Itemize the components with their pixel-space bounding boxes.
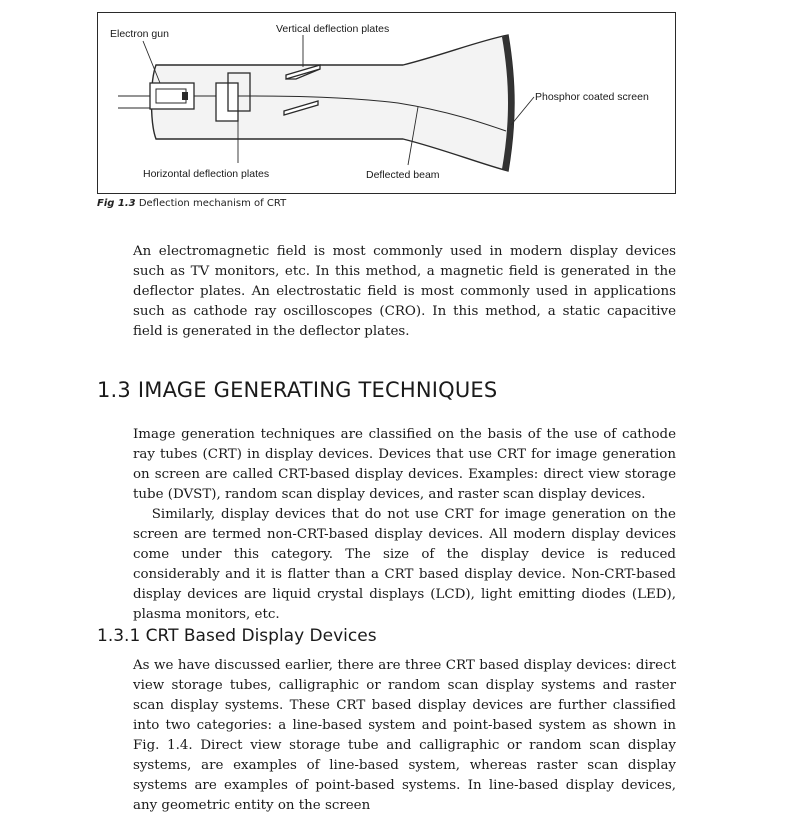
paragraph-non-crt: Similarly, display devices that do not use CRT for image generation on the screen are termed non-CRT-based display devices. All modern display devices come under this category. The size of the display device is reduced considerably and it is flatter than a CRT based display device. Non-CRT-based display devices are liquid crystal displays (LCD), light emitting diodes (LED), plasma monitors, etc. [133,507,676,622]
subsection-heading: 1.3.1 CRT Based Display Devices [97,626,377,646]
caption-number: Fig 1.3 [97,198,136,209]
caption-text: Deflection mechanism of CRT [138,198,287,209]
label-deflected-beam: Deflected beam [366,169,440,181]
label-vertical-plates: Vertical deflection plates [276,23,390,35]
paragraph-deflection-fields: An electromagnetic field is most commonly used in modern display devices such as TV monitors, etc. In this method, a magnetic field is generated in the deflector plates. An electrostatic field is most commonly used in applications such as cathode ray oscilloscopes (CRO). In this method, a static capacitive field is generated in the deflector plates. [133,244,676,339]
figure-caption [97,198,286,209]
label-electron-gun: Electron gun [110,28,169,40]
label-horizontal-plates: Horizontal deflection plates [143,168,270,180]
label-phosphor-screen: Phosphor coated screen [535,91,649,103]
paragraph-image-generation: Image generation techniques are classified on the basis of the use of cathode ray tubes (CRT) in display devices. Devices that use CRT for image generation on screen are called CRT-based display devices. Examples: direct view storage tube (DVST), random scan display devices, and raster scan display devices. [133,427,676,502]
section-heading: 1.3 IMAGE GENERATING TECHNIQUES [97,378,498,402]
crt-diagram [98,13,677,195]
horizontal-plate-front [216,83,238,121]
crt-tube-outline [152,35,515,171]
paragraph-crt-based: As we have discussed earlier, there are three CRT based display devices: direct view storage tubes, calligraphic or random scan display systems and raster scan display systems. These CRT based display devices are further classified into two categories: a line-based system and point-based system as shown in Fig. 1.4. Direct view storage tube and calligraphic or random scan display systems, are examples of line-based system, whereas raster scan display systems are examples of point-based systems. In line-based display devices, any geometric entity on the screen [133,658,676,813]
crt-figure [97,12,676,194]
